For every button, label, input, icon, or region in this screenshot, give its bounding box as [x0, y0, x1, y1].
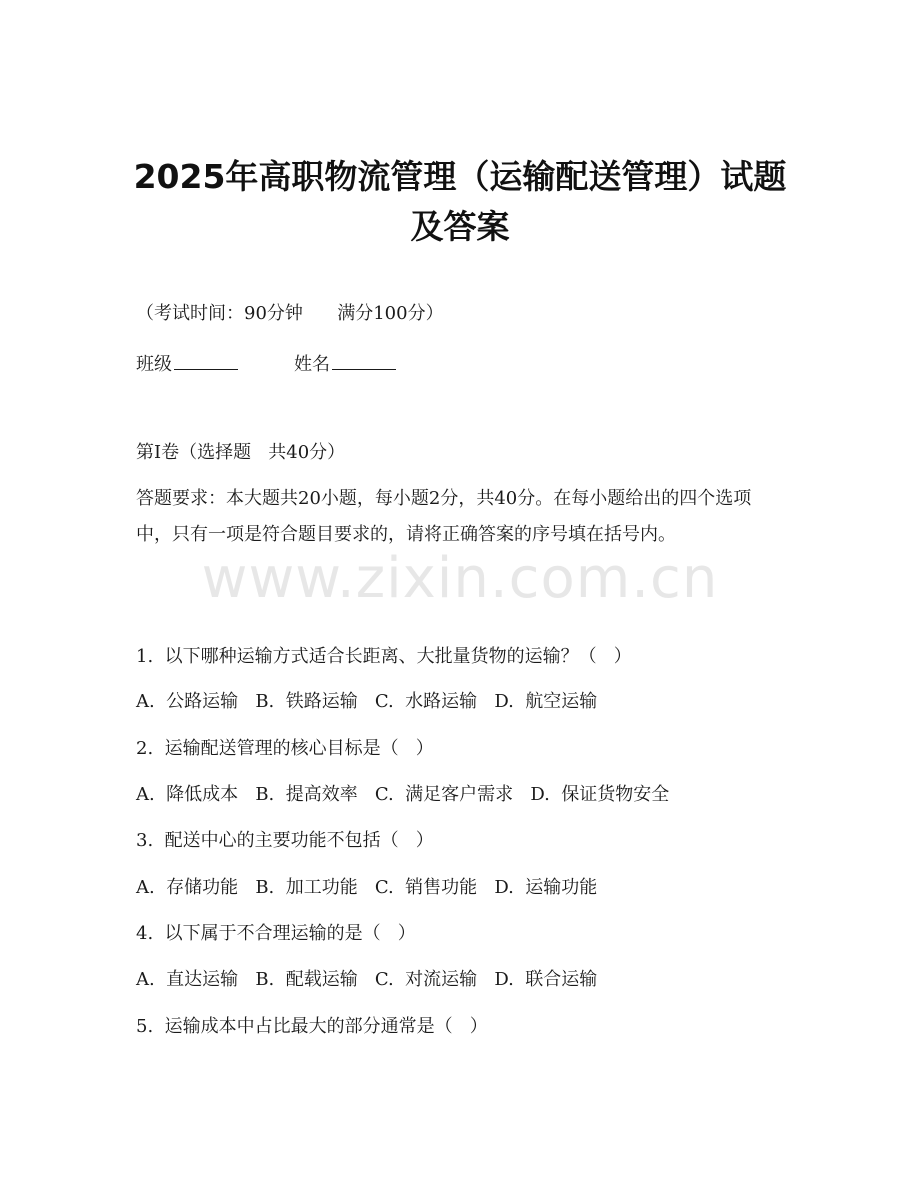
instructions: 答题要求：本大题共20小题，每小题2分，共40分。在每小题给出的四个选项中，只有一项是符合题目要求的，请将正确答案的序号填在括号内。	[136, 488, 752, 545]
class-blank[interactable]	[174, 351, 238, 370]
title-line-2: 及答案	[410, 207, 510, 246]
question-2-stem: 2. 运输配送管理的核心目标是（ ）	[136, 738, 434, 759]
section-title: 第I卷（选择题 共40分）	[136, 442, 346, 463]
exam-info: （考试时间：90分钟 满分100分）	[136, 303, 444, 324]
class-label: 班级	[136, 354, 172, 375]
document-title	[100, 152, 820, 252]
student-info-row	[136, 351, 396, 377]
question-1-options: A. 公路运输 B. 铁路运输 C. 水路运输 D. 航空运输	[136, 691, 598, 712]
name-label: 姓名	[294, 354, 330, 375]
question-4-stem: 4. 以下属于不合理运输的是（ ）	[136, 923, 416, 944]
question-5-stem: 5. 运输成本中占比最大的部分通常是（ ）	[136, 1016, 488, 1037]
question-3-stem: 3. 配送中心的主要功能不包括（ ）	[136, 830, 434, 851]
watermark: www.zixin.com.cn	[201, 546, 719, 611]
question-1-stem: 1. 以下哪种运输方式适合长距离、大批量货物的运输？（ ）	[136, 646, 632, 667]
question-3-options: A. 存储功能 B. 加工功能 C. 销售功能 D. 运输功能	[136, 877, 598, 898]
title-line-1: 2025年高职物流管理（运输配送管理）试题	[133, 157, 787, 196]
name-blank[interactable]	[332, 351, 396, 370]
question-2-options: A. 降低成本 B. 提高效率 C. 满足客户需求 D. 保证货物安全	[136, 784, 670, 805]
question-4-options: A. 直达运输 B. 配载运输 C. 对流运输 D. 联合运输	[136, 969, 598, 990]
